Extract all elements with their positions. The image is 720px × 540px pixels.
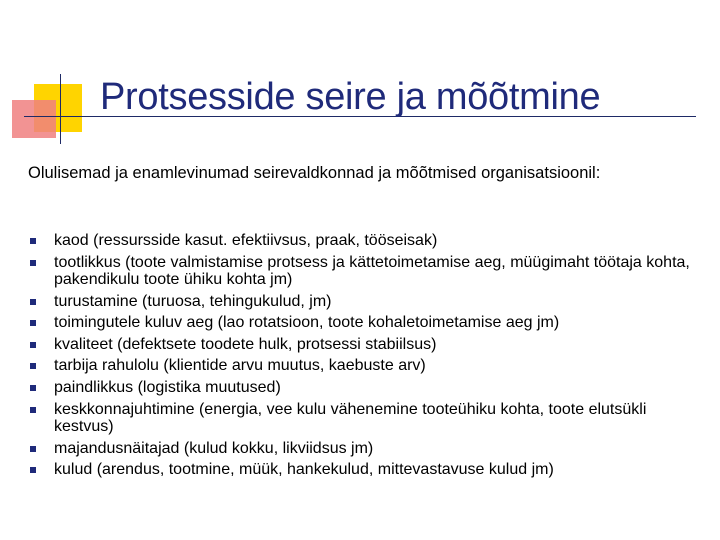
list-item xyxy=(28,293,708,311)
list-item-text: paindlikkus (logistika muutused) xyxy=(54,379,281,397)
list-item-text: kaod (ressursside kasut. efektiivsus, praak, tööseisak) xyxy=(54,232,438,249)
bullet-list xyxy=(28,232,708,483)
list-item-text: toimingutele kuluv aeg (lao rotatsioon, toote kohaletoimetamise aeg jm) xyxy=(54,314,560,332)
square-bullet-icon xyxy=(30,238,36,244)
list-item xyxy=(28,401,708,436)
list-item xyxy=(28,254,708,289)
list-item-text: tootlikkus (toote valmistamise protsess ja kättetoimetamise aeg, müügimaht töötaja kohta, pakendikulu toote ühiku kohta jm) xyxy=(54,253,690,289)
list-item xyxy=(28,357,708,375)
list-item-text: turustamine (turuosa, tehingukulud, jm) xyxy=(54,292,332,310)
square-bullet-icon xyxy=(30,407,36,413)
square-bullet-icon xyxy=(30,320,36,326)
list-item-text: tarbija rahulolu (klientide arvu muutus, kaebuste arv) xyxy=(54,357,426,375)
list-item xyxy=(28,336,708,354)
square-bullet-icon xyxy=(30,363,36,369)
list-item-text: kvaliteet (defektsete toodete hulk, protsessi stabiilsus) xyxy=(54,335,437,353)
list-item-text: kulud (arendus, tootmine, müük, hankekulud, mittevastavuse kulud jm) xyxy=(54,461,554,479)
list-item xyxy=(28,461,708,479)
square-bullet-icon xyxy=(30,260,36,266)
list-item xyxy=(28,379,708,397)
intro-text: Olulisemad ja enamlevinumad seirevaldkonnad ja mõõtmised organisatsioonil: xyxy=(28,164,601,182)
square-bullet-icon xyxy=(30,342,36,348)
slide-title: Protsesside seire ja mõõtmine xyxy=(100,76,601,118)
list-item-text: keskkonnajuhtimine (energia, vee kulu vähenemine tooteühiku kohta, toote elutsükli kestvus) xyxy=(54,400,647,436)
list-item xyxy=(28,232,708,250)
square-bullet-icon xyxy=(30,446,36,452)
list-item-text: majandusnäitajad (kulud kokku, likviidsus jm) xyxy=(54,439,374,457)
decor-red-square xyxy=(12,100,56,138)
list-item xyxy=(28,440,708,458)
decor-vertical-line xyxy=(60,74,61,144)
square-bullet-icon xyxy=(30,467,36,473)
square-bullet-icon xyxy=(30,385,36,391)
list-item xyxy=(28,314,708,332)
square-bullet-icon xyxy=(30,299,36,305)
